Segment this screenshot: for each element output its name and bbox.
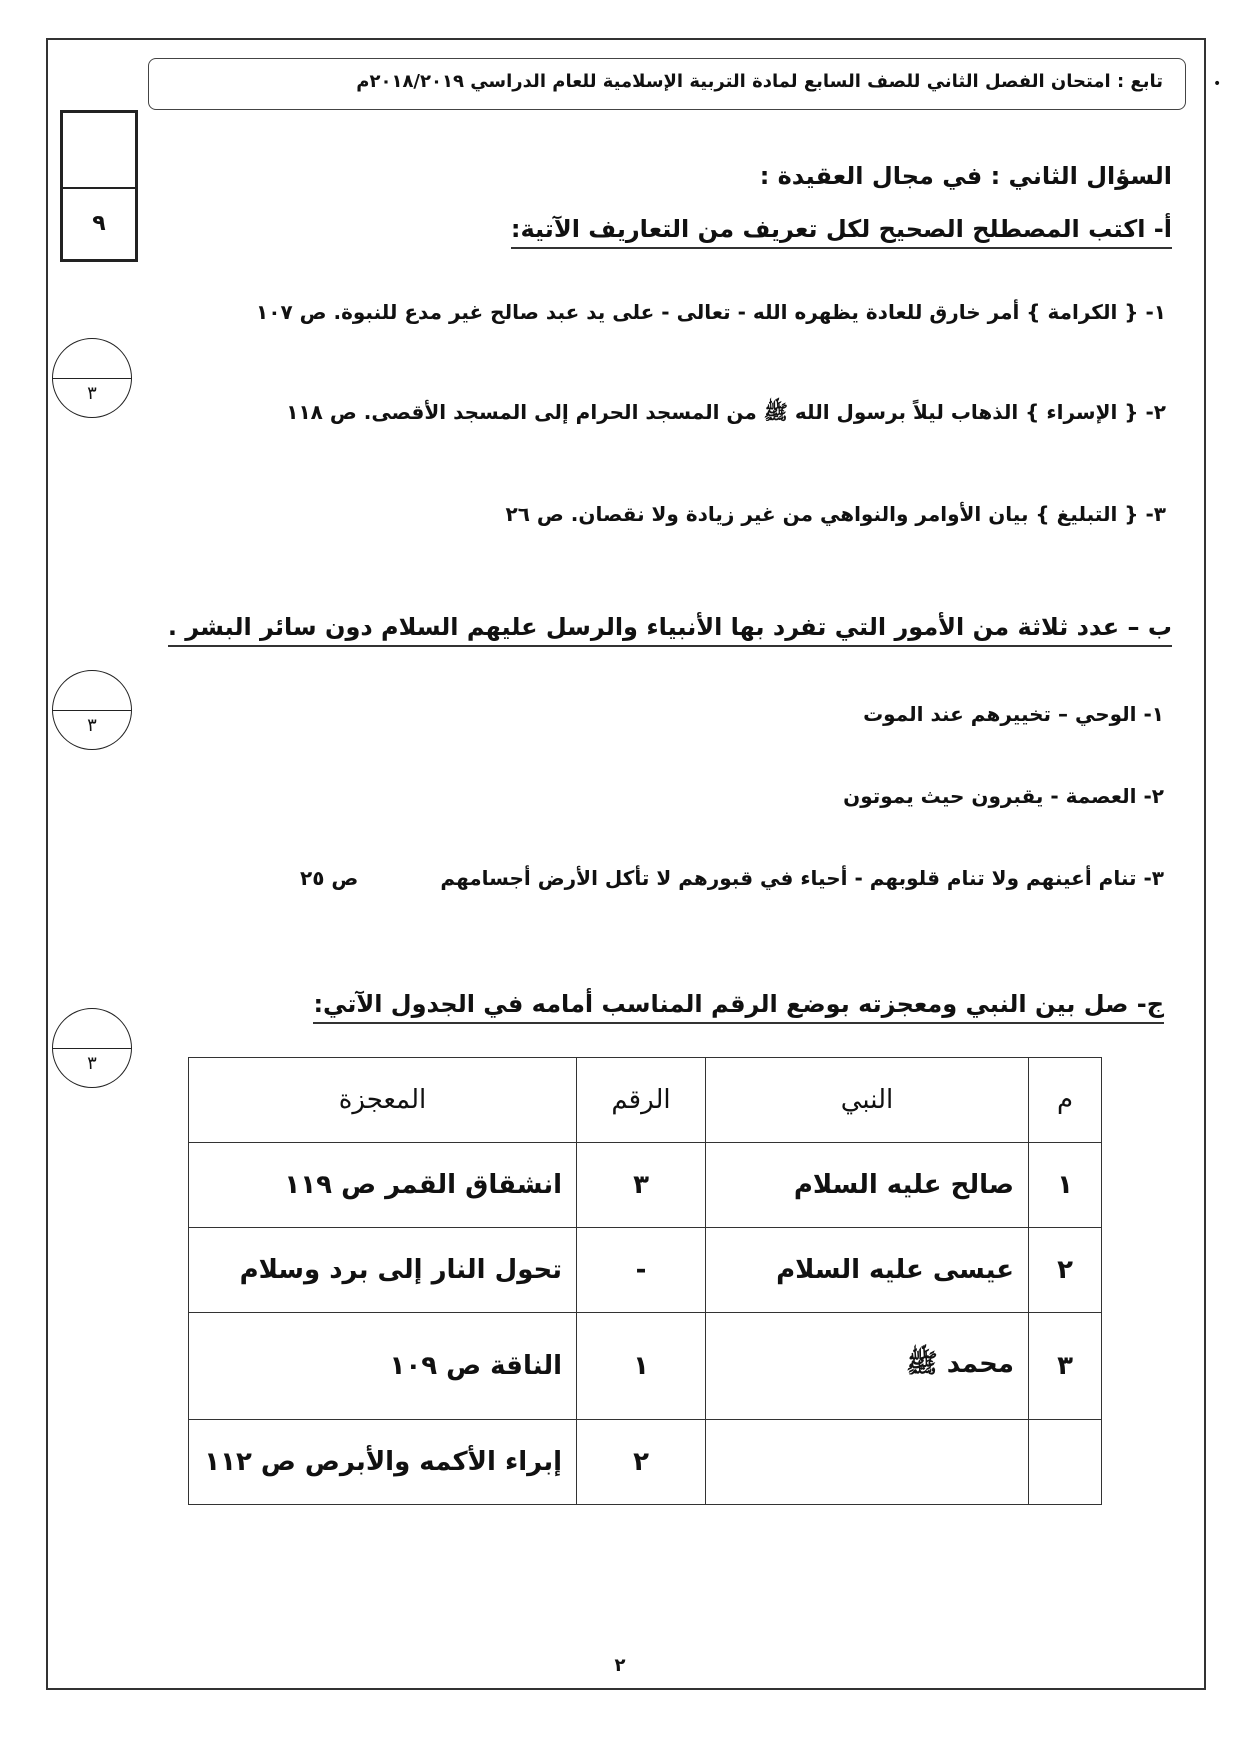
cell-prophet bbox=[706, 1419, 1029, 1504]
cell-number: ١ bbox=[577, 1313, 706, 1420]
cell-index: ٣ bbox=[1029, 1313, 1102, 1420]
table-header-row bbox=[189, 1058, 1102, 1143]
mark-divider bbox=[53, 1048, 131, 1049]
header-cell-prophet: النبي bbox=[706, 1058, 1029, 1143]
exam-header-title: تابع : امتحان الفصل الثاني للصف السابع لمادة التربية الإسلامية للعام الدراسي ٢٠١٨/٢٠١٩م bbox=[356, 71, 1163, 92]
part-b-item-1: ١- الوحي – تخييرهم عند الموت bbox=[863, 702, 1164, 726]
part-b-item-3: ٣- تنام أعينهم ولا تنام قلوبهم - أحياء في قبورهم لا تأكل الأرض أجسامهم bbox=[440, 866, 1164, 890]
cell-number: ٣ bbox=[577, 1143, 706, 1228]
matching-table bbox=[188, 1057, 1102, 1505]
mark-value: ٣ bbox=[87, 383, 97, 404]
part-b-title bbox=[168, 613, 1172, 641]
mark-divider bbox=[53, 378, 131, 379]
cell-prophet: محمد ﷺ bbox=[706, 1313, 1029, 1420]
cell-number: ٢ bbox=[577, 1419, 706, 1504]
header-cell-miracle: المعجزة bbox=[189, 1058, 577, 1143]
cell-miracle: انشقاق القمر ص ١١٩ bbox=[189, 1143, 577, 1228]
part-a-item-3: ٣- { التبليغ } بيان الأوامر والنواهي من غير زيادة ولا نقصان. ص ٢٦ bbox=[505, 502, 1166, 526]
mark-divider bbox=[53, 710, 131, 711]
mark-value: ٣ bbox=[87, 715, 97, 736]
page-number: ٢ bbox=[614, 1655, 626, 1676]
exam-header bbox=[148, 58, 1186, 110]
cell-index bbox=[1029, 1419, 1102, 1504]
part-c-title bbox=[313, 990, 1164, 1018]
cell-number: - bbox=[577, 1228, 706, 1313]
question-title: السؤال الثاني : في مجال العقيدة : bbox=[759, 162, 1172, 190]
score-box bbox=[60, 110, 138, 262]
mark-circle-b bbox=[52, 670, 132, 750]
part-a-item-2: ٢- { الإسراء } الذهاب ليلاً برسول الله ﷺ من المسجد الحرام إلى المسجد الأقصى. ص ١١٨ bbox=[286, 400, 1166, 424]
table-row bbox=[189, 1313, 1102, 1420]
cell-miracle: تحول النار إلى برد وسلام bbox=[189, 1228, 577, 1313]
table-row bbox=[189, 1143, 1102, 1228]
score-divider bbox=[63, 187, 135, 189]
part-b-title-text: ب – عدد ثلاثة من الأمور التي تفرد بها الأنبياء والرسل عليهم السلام دون سائر البشر . bbox=[168, 613, 1172, 647]
cell-miracle: إبراء الأكمه والأبرص ص ١١٢ bbox=[189, 1419, 577, 1504]
part-c-title-text: ج- صل بين النبي ومعجزته بوضع الرقم المناسب أمامه في الجدول الآتي: bbox=[313, 990, 1164, 1024]
header-cell-index: م bbox=[1029, 1058, 1102, 1143]
table-row bbox=[189, 1419, 1102, 1504]
corner-dot: • bbox=[1213, 76, 1222, 92]
part-a-item-1: ١- { الكرامة } أمر خارق للعادة يظهره الله - تعالى - على يد عبد صالح غير مدع للنبوة. ص ١٠٧ bbox=[256, 300, 1166, 324]
part-b-page-ref: ص ٢٥ bbox=[300, 866, 359, 890]
cell-index: ٢ bbox=[1029, 1228, 1102, 1313]
part-a-title-text: أ- اكتب المصطلح الصحيح لكل تعريف من التعاريف الآتية: bbox=[511, 215, 1172, 249]
header-cell-number: الرقم bbox=[577, 1058, 706, 1143]
cell-miracle: الناقة ص ١٠٩ bbox=[189, 1313, 577, 1420]
mark-circle-a bbox=[52, 338, 132, 418]
score-value: ٩ bbox=[92, 211, 106, 236]
part-a-title bbox=[511, 215, 1172, 243]
table-row bbox=[189, 1228, 1102, 1313]
cell-prophet: عيسى عليه السلام bbox=[706, 1228, 1029, 1313]
mark-value: ٣ bbox=[87, 1053, 97, 1074]
cell-prophet: صالح عليه السلام bbox=[706, 1143, 1029, 1228]
mark-circle-c bbox=[52, 1008, 132, 1088]
part-b-item-2: ٢- العصمة - يقبرون حيث يموتون bbox=[843, 784, 1164, 808]
cell-index: ١ bbox=[1029, 1143, 1102, 1228]
